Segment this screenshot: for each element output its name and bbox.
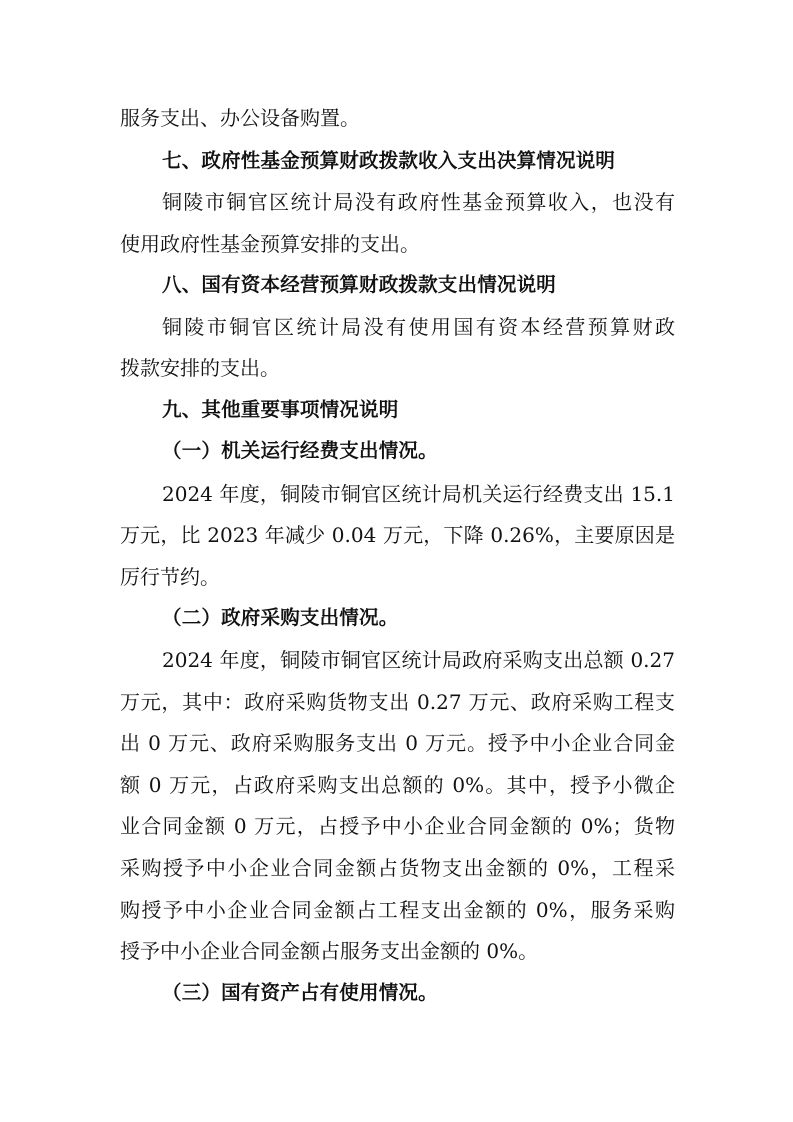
section-heading-8: 八、国有资本经营预算财政拨款支出情况说明	[162, 273, 557, 296]
paragraph-line: 业合同金额 0 万元，占授予中小企业合同金额的 0%；货物	[120, 814, 675, 838]
subsection-heading-3: （三）国有资产占有使用情况。	[162, 981, 438, 1004]
paragraph-line: 2024 年度，铜陵市铜官区统计局机关运行经费支出 15.1	[162, 482, 675, 506]
paragraph-line: 额 0 万元，占政府采购支出总额的 0%。其中，授予小微企	[120, 773, 675, 797]
paragraph-line: 厉行节约。	[120, 565, 220, 589]
subsection-heading-2: （二）政府采购支出情况。	[162, 606, 399, 629]
paragraph-line: 出 0 万元、政府采购服务支出 0 万元。授予中小企业合同金	[120, 731, 675, 755]
paragraph-line: 采购授予中小企业合同金额占货物支出金额的 0%，工程采	[120, 856, 675, 880]
paragraph-line: 服务支出、办公设备购置。	[120, 106, 360, 130]
paragraph-line: 使用政府性基金预算安排的支出。	[120, 232, 420, 256]
section-heading-7: 七、政府性基金预算财政拨款收入支出决算情况说明	[162, 149, 616, 172]
paragraph-line: 万元，比 2023 年减少 0.04 万元，下降 0.26%，主要原因是	[120, 523, 675, 547]
paragraph-line: 铜陵市铜官区统计局没有使用国有资本经营预算财政	[162, 315, 675, 339]
paragraph-line: 拨款安排的支出。	[120, 356, 280, 380]
subsection-heading-1: （一）机关运行经费支出情况。	[162, 439, 438, 462]
paragraph-line: 2024 年度，铜陵市铜官区统计局政府采购支出总额 0.27	[162, 648, 675, 672]
paragraph-line: 万元，其中：政府采购货物支出 0.27 万元、政府采购工程支	[120, 690, 675, 714]
paragraph-line: 授予中小企业合同金额占服务支出金额的 0%。	[120, 939, 539, 963]
paragraph-line: 购授予中小企业合同金额占工程支出金额的 0%，服务采购	[120, 898, 675, 922]
section-heading-9: 九、其他重要事项情况说明	[162, 398, 399, 421]
paragraph-line: 铜陵市铜官区统计局没有政府性基金预算收入，也没有	[162, 190, 675, 214]
